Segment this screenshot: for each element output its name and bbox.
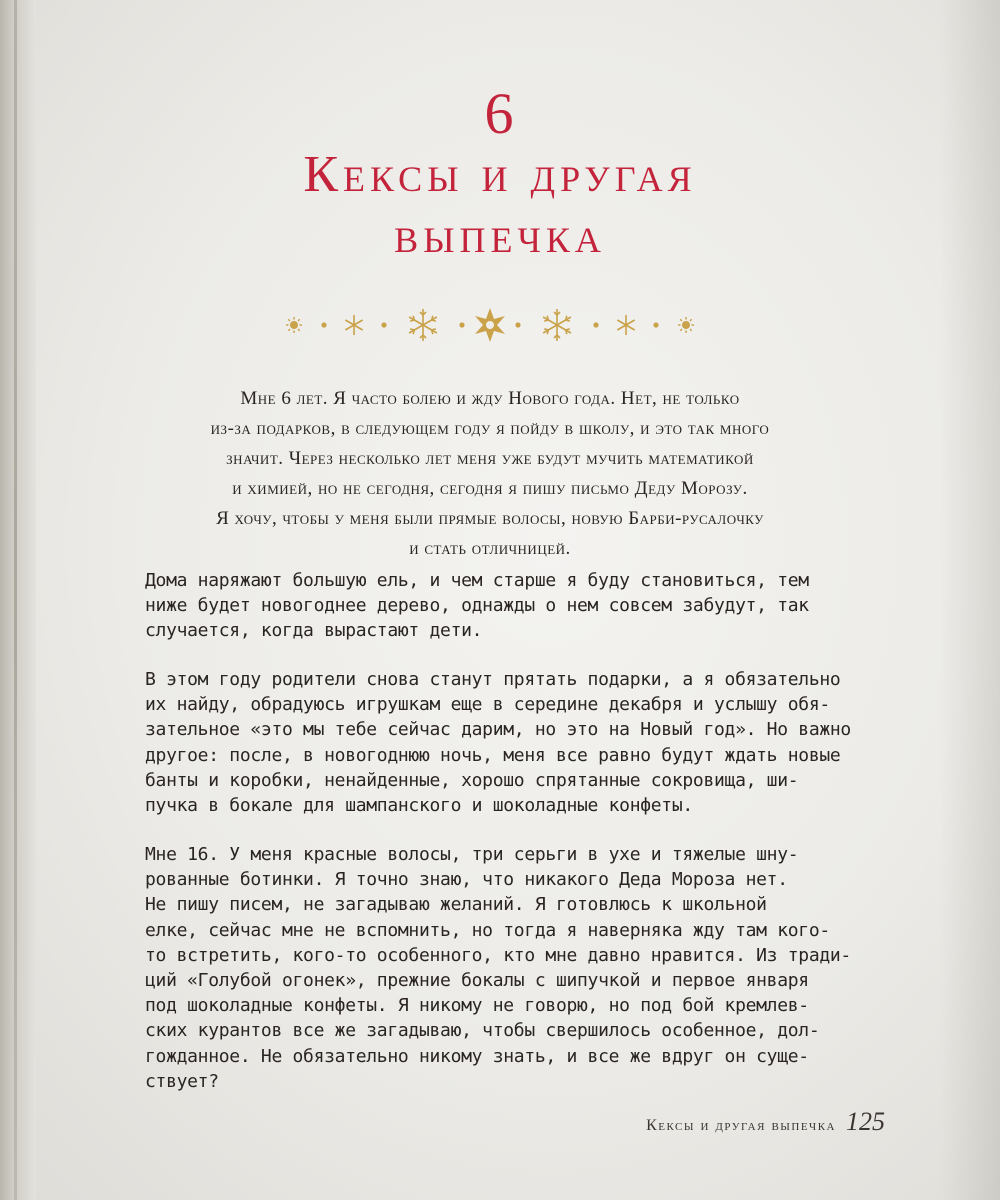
- text-line: пучка в бокале для шампанского и шоколадные конфеты.: [145, 795, 693, 817]
- small-sun-icon: [678, 317, 694, 333]
- text-line: Дома наряжают большую ель, и чем старше я буду становиться, тем: [145, 570, 809, 591]
- text-line: ций «Голубой огонек», прежние бокалы с шипучкой и первое января: [145, 970, 809, 992]
- intro-line: и стать отличницей.: [409, 538, 571, 559]
- chapter-title-line-2: выпечка: [394, 206, 606, 264]
- large-snowflake-icon: [409, 309, 437, 341]
- paragraph-3: [145, 842, 860, 1094]
- intro-line: значит. Через несколько лет меня уже будут мучить математикой: [226, 448, 754, 469]
- intro-line: и химией, но не сегодня, сегодня я пишу письмо Деду Морозу.: [232, 478, 748, 499]
- text-line: ниже будет новогоднее дерево, однажды о нем совсем забудут, так: [145, 595, 809, 617]
- text-line: ских курантов все же загадываю, чтобы свершилось особенное, дол-: [145, 1020, 820, 1042]
- intro-line: из-за подарков, в следующем году я пойду в школу, и это так много: [210, 418, 770, 439]
- large-snowflake-icon: [543, 309, 571, 341]
- text-line: В этом году родители снова станут прятать подарки, а я обязательно: [145, 669, 841, 690]
- paragraph-1: [145, 568, 860, 644]
- center-star-icon: [475, 308, 505, 342]
- chapter-title: [0, 145, 1000, 267]
- chapter-number: 6: [484, 81, 516, 146]
- text-line: под шоколадные конфеты. Я никому не говорю, но под бой кремлев-: [145, 995, 809, 1017]
- text-line: рованные ботинки. Я точно знаю, что никакого Деда Мороза нет.: [145, 869, 788, 891]
- dot-icon: [515, 322, 520, 327]
- intro-line: Мне 6 лет. Я часто болею и жду Нового года. Нет, не только: [240, 388, 740, 409]
- text-line: Не пишу писем, не загадываю желаний. Я готовлюсь к школьной: [145, 894, 767, 916]
- text-line: елке, сейчас мне не вспомнить, но тогда я наверняка жду там кого-: [145, 919, 830, 941]
- paragraph-2: [145, 667, 860, 818]
- chapter-title-line-1: Кексы и другая: [303, 146, 697, 203]
- small-snowflake-icon: [345, 315, 362, 335]
- dot-icon: [321, 322, 326, 327]
- text-line: зательное «это мы тебе сейчас дарим, но это на Новый год». Но важно: [145, 719, 851, 741]
- snowflake-ornament: [280, 303, 700, 347]
- intro-line: Я хочу, чтобы у меня были прямые волосы, новую Барби-русалочку: [216, 508, 764, 529]
- page-footer: [646, 1107, 885, 1137]
- intro-text: [150, 384, 830, 564]
- text-line: банты и коробки, ненайденные, хорошо спрятанные сокровища, ши-: [145, 769, 799, 791]
- text-line: случается, когда вырастают дети.: [145, 620, 483, 642]
- text-line: другое: после, в новогоднюю ночь, меня все равно будут ждать новые: [145, 744, 841, 766]
- text-line: их найду, обрадуюсь игрушкам еще в середине декабря и услышу обя-: [145, 694, 830, 716]
- text-line: то встретить, кого-то особенного, кто мне давно нравится. Из тради-: [145, 944, 851, 966]
- dot-icon: [653, 322, 658, 327]
- dot-icon: [459, 322, 464, 327]
- running-title: Кексы и другая выпечка: [646, 1117, 836, 1134]
- text-line: ствует?: [145, 1070, 219, 1092]
- small-sun-icon: [286, 317, 302, 333]
- small-snowflake-icon: [617, 315, 634, 335]
- text-line: гожданное. Не обязательно никому знать, и все же вдруг он суще-: [145, 1045, 809, 1067]
- page-number: 125: [846, 1107, 885, 1136]
- dot-icon: [593, 322, 598, 327]
- dot-icon: [381, 322, 386, 327]
- text-line: Мне 16. У меня красные волосы, три серьги в ухе и тяжелые шну-: [145, 844, 799, 865]
